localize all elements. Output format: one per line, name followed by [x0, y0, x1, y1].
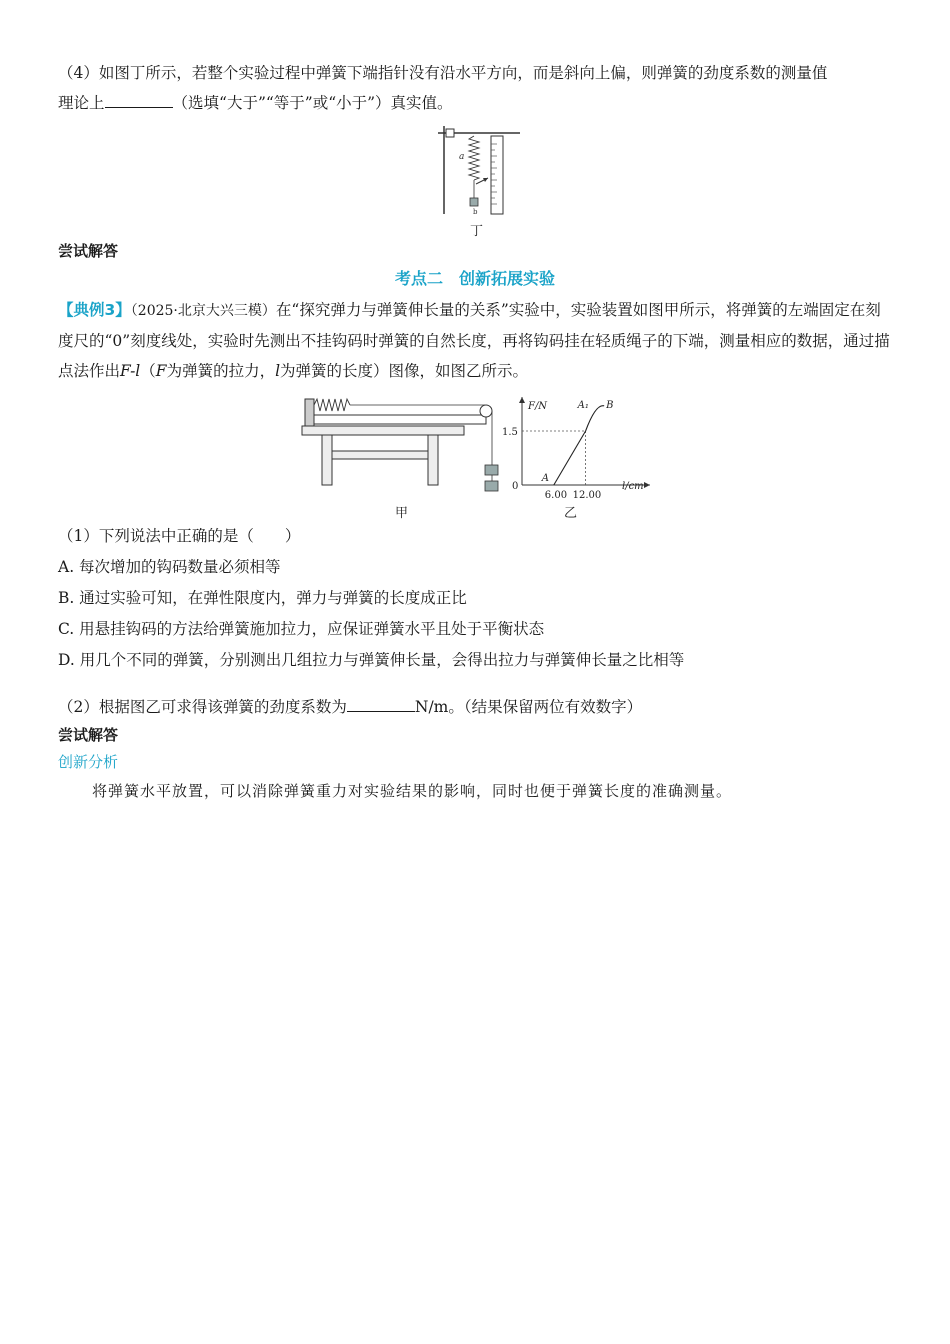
question-4-line1: （4）如图丁所示，若整个实验过程中弹簧下端指针没有沿水平方向，而是斜向上偏，则弹簧的劲度系数的测量值	[58, 64, 828, 82]
section-title: 考点二 创新拓展实验	[394, 269, 555, 288]
point-label-b: B	[606, 399, 614, 411]
x-tick-label: 6.00	[544, 490, 568, 501]
question-2-text: （2）根据图乙可求得该弹簧的劲度系数为	[58, 698, 347, 716]
example-text: 为弹簧的长度）图像，如图乙所示。	[280, 362, 529, 380]
jia-spring	[314, 399, 350, 411]
ding-caption: 丁	[470, 224, 484, 238]
example-text: 为弹簧的拉力，	[166, 362, 276, 380]
question-1-stem: （1）下列说法中正确的是（ ）	[58, 527, 301, 545]
ding-weight	[470, 198, 478, 206]
series-line-linear	[554, 431, 586, 485]
jia-ruler	[314, 415, 486, 424]
jia-weight-1	[485, 465, 498, 475]
y-axis-label: F/N	[528, 401, 548, 412]
option-d[interactable]: D. 用几个不同的弹簧，分别测出几组拉力与弹簧伸长量，会得出拉力与弹簧伸长量之比相等	[58, 651, 685, 669]
try-answer-heading-2: 尝试解答	[58, 726, 119, 744]
example-tag: 【典例3】	[58, 301, 131, 319]
y-axis-arrow	[519, 397, 525, 403]
example-3	[58, 295, 890, 386]
analysis-text: 将弹簧水平放置，可以消除弹簧重力对实验结果的影响，同时也便于弹簧长度的准确测量。	[92, 782, 733, 800]
origin-label: 0	[512, 481, 519, 492]
answer-blank[interactable]	[347, 693, 415, 712]
ding-label-b: b	[473, 208, 478, 216]
answer-blank[interactable]	[105, 89, 173, 108]
jia-pulley	[480, 405, 492, 417]
figure-yi-chart	[500, 393, 660, 523]
question-4-text: 理论上	[58, 94, 105, 112]
question-4-line2	[58, 88, 890, 118]
example-text: 在“探究弹力与弹簧伸长量的关系”实验中，实验装置如图甲所示，将弹簧的左端固定在刻度尺的“0”刻度线处，实验时先测出不挂钩码时弹簧的自然长度，再将钩码挂在轻质绳子的下端，测量相应的数据，通过描点法作出	[58, 301, 890, 380]
jia-table-leg-left	[322, 435, 332, 485]
x-tick-label: 12.00	[572, 490, 602, 501]
jia-table-top	[302, 426, 464, 435]
jia-wall-block	[305, 399, 314, 426]
point-label-a: A	[541, 473, 550, 484]
example-source: （2025·北京大兴三模）	[130, 303, 276, 319]
question-2	[58, 693, 642, 717]
jia-caption: 甲	[395, 506, 409, 521]
question-2-text: N/m。（结果保留两位有效数字）	[414, 698, 643, 716]
example-fl: F-l	[120, 362, 141, 380]
option-a[interactable]: A. 每次增加的钩码数量必须相等	[58, 558, 281, 576]
example-F: F	[155, 362, 167, 380]
ding-spring	[469, 136, 479, 180]
example-text: （	[140, 362, 156, 380]
question-4	[58, 58, 890, 118]
option-b[interactable]: B. 通过实验可知，在弹性限度内，弹力与弹簧的长度成正比	[58, 589, 467, 607]
figure-ding	[436, 124, 522, 238]
question-4-text: （选填“大于”“等于”或“小于”）真实值。	[172, 94, 453, 112]
ding-label-a: a	[459, 152, 465, 162]
try-answer-heading-1: 尝试解答	[58, 242, 119, 260]
x-axis-label: l/cm	[622, 481, 644, 492]
option-c[interactable]: C. 用悬挂钩码的方法给弹簧施加拉力，应保证弹簧水平且处于平衡状态	[58, 620, 545, 638]
example-l: l	[275, 362, 281, 380]
y-tick-label: 1.5	[502, 427, 518, 438]
yi-caption: 乙	[564, 506, 578, 521]
jia-weight-2	[485, 481, 498, 491]
analysis-label: 创新分析	[58, 753, 119, 771]
ding-clamp	[446, 129, 454, 137]
figure-jia	[300, 393, 510, 523]
x-axis-arrow	[644, 482, 650, 488]
ding-ruler	[491, 136, 503, 214]
jia-table-crossbar	[332, 451, 428, 459]
jia-table-leg-right	[428, 435, 438, 485]
point-label-a1: A₁	[577, 399, 589, 411]
